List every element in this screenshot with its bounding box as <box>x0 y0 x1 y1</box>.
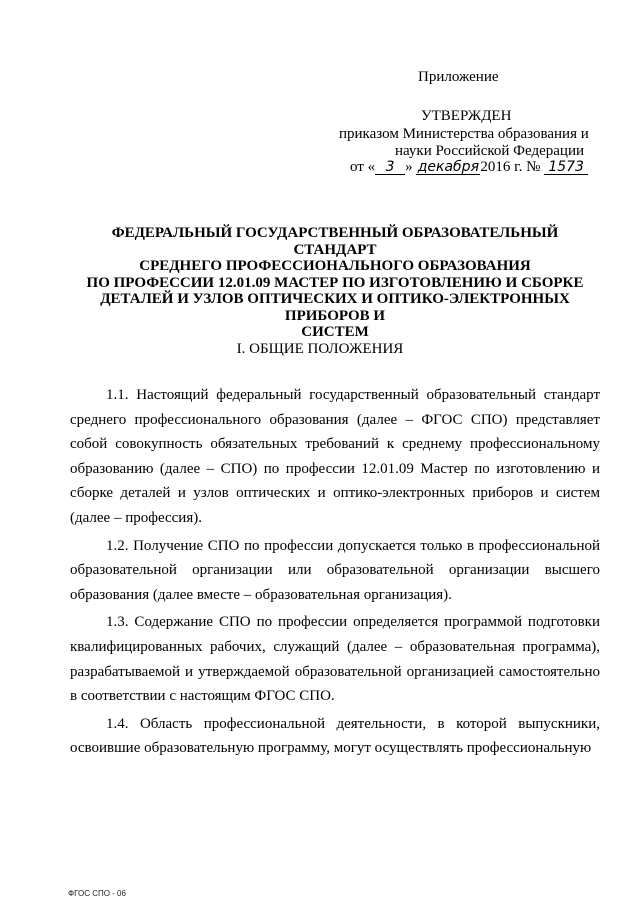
title-line-1: ФЕДЕРАЛЬНЫЙ ГОСУДАРСТВЕННЫЙ ОБРАЗОВАТЕЛЬНЫЙ СТАНДАРТ <box>111 225 559 258</box>
paragraph-1-3: 1.3. Содержание СПО по профессии определяется программой подготовки квалифицированных рабочих, служащий (далее – образовательная программа), разрабатываемой и утверждаемой образовательной организацией самостоятельно в соответствии с настоящим ФГОС СПО. <box>70 614 600 705</box>
paragraph-1-2: 1.2. Получение СПО по профессии допускается только в профессиональной образовательной организации или образовательной организации высшего образования (далее вместе – образовательная организация). <box>70 537 600 603</box>
title-line-2: СРЕДНЕГО ПРОФЕССИОНАЛЬНОГО ОБРАЗОВАНИЯ <box>139 258 531 274</box>
page-footer: ФГОС СПО - 06 <box>68 889 126 898</box>
paragraph-1-4: 1.4. Область профессиональной деятельности, в которой выпускники, освоившие образовательную программу, могут осуществлять профессиональную <box>70 715 600 757</box>
section-heading: I. ОБЩИЕ ПОЛОЖЕНИЯ <box>236 341 404 357</box>
title-line-4: ДЕТАЛЕЙ И УЗЛОВ ОПТИЧЕСКИХ И ОПТИКО-ЭЛЕКТРОННЫХ ПРИБОРОВ И <box>100 291 570 324</box>
date-month: декабря <box>417 159 479 175</box>
document-body <box>70 383 600 764</box>
order-line-2: науки Российской Федерации <box>395 143 585 159</box>
title-line-5: СИСТЕМ <box>301 324 369 340</box>
order-number: 1573 <box>544 160 588 175</box>
document-title <box>70 225 600 341</box>
date-mid: » <box>405 159 413 175</box>
appendix-label: Приложение <box>418 69 499 85</box>
date-year: 2016 г. № <box>480 159 541 175</box>
date-prefix: от « <box>350 159 376 175</box>
date-day: 3 <box>375 160 405 175</box>
paragraph-1-1: 1.1. Настоящий федеральный государственный образовательный стандарт среднего профессионального образования (далее – ФГОС СПО) представляет собой совокупность обязательных требований к среднему профессиональному образованию (далее – СПО) по профессии 12.01.09 Мастер по изготовлению и сборке деталей и узлов оптических и оптико-электронных приборов и систем (далее – профессия). <box>70 387 600 526</box>
approved-label: УТВЕРЖДЕН <box>421 108 512 124</box>
order-line-1: приказом Министерства образования и <box>339 126 589 142</box>
order-date-line <box>350 159 588 176</box>
title-line-3: ПО ПРОФЕССИИ 12.01.09 МАСТЕР ПО ИЗГОТОВЛЕНИЮ И СБОРКЕ <box>86 274 584 291</box>
